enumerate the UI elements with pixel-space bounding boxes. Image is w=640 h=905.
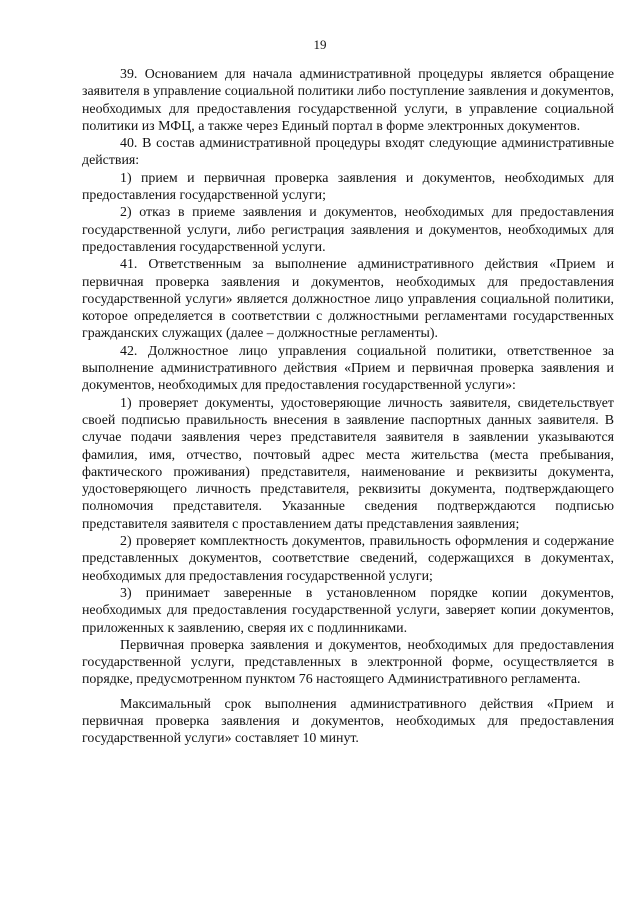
paragraph-42: 42. Должностное лицо управления социальной политики, ответственное за выполнение административного действия «Прием и первичная проверка заявления и документов, необходимых для предоставления государственной услуги»:: [82, 343, 614, 394]
paragraph-42-item-1: 1) проверяет документы, удостоверяющие личность заявителя, свидетельствует своей подписью правильность внесения в заявление паспортных данных заявителя. В случае подачи заявления через представителя заявителя в заявлении указываются фамилия, имя, отчество, почтовый адрес места жительства (места пребывания, фактического проживания) представителя, наименование и реквизиты документа, удостоверяющего личность представителя, реквизиты документа, подтверждающего полномочия представителя. Указанные сведения подтверждаются подписью представителя заявителя с проставлением даты представления заявления;: [82, 395, 614, 532]
paragraph-41: 41. Ответственным за выполнение административного действия «Прием и первичная проверка заявления и документов, необходимых для предоставления государственной услуги» является должностное лицо управления социальной политики, которое определяется в соответствии с должностными регламентами государственных гражданских служащих (далее – должностные регламенты).: [82, 257, 614, 342]
paragraph-39: 39. Основанием для начала административной процедуры является обращение заявителя в управление социальной политики либо поступление заявления и документов, необходимых для предоставления государственной услуги, в управление социальной политики из МФЦ, а также через Единый портал в форме электронных документов.: [82, 67, 614, 134]
document-body: [82, 66, 614, 748]
paragraph-max-duration: Максимальный срок выполнения административного действия «Прием и первичная проверка заявления и документов, необходимых для предоставления государственной услуги» составляет 10 минут.: [82, 696, 614, 747]
paragraph-40: 40. В состав административной процедуры входят следующие административные действия:: [82, 136, 614, 169]
paragraph-40-item-1: 1) прием и первичная проверка заявления и документов, необходимых для предоставления государственной услуги;: [82, 170, 614, 204]
page-number: 19: [313, 37, 327, 52]
paragraph-42-item-3: 3) принимает заверенные в установленном порядке копии документов, необходимых для предоставления государственной услуги, заверяет копии документов, приложенных к заявлению, сверяя их с подлинниками.: [82, 585, 614, 636]
paragraph-42-item-2: 2) проверяет комплектность документов, правильность оформления и содержание представленных документов, соответствие сведений, содержащихся в документах, необходимых для предоставления государственной услуги;: [82, 534, 614, 584]
paragraph-40-item-2: 2) отказ в приеме заявления и документов, необходимых для предоставления государственной услуги, либо регистрация заявления и документов, необходимых для предоставления государственной услуги.: [82, 205, 614, 255]
paragraph-electronic-check: Первичная проверка заявления и документов, необходимых для предоставления государственной услуги, представленных в электронной форме, осуществляется в порядке, предусмотренном пунктом 76 настоящего Административного регламента.: [82, 637, 614, 688]
